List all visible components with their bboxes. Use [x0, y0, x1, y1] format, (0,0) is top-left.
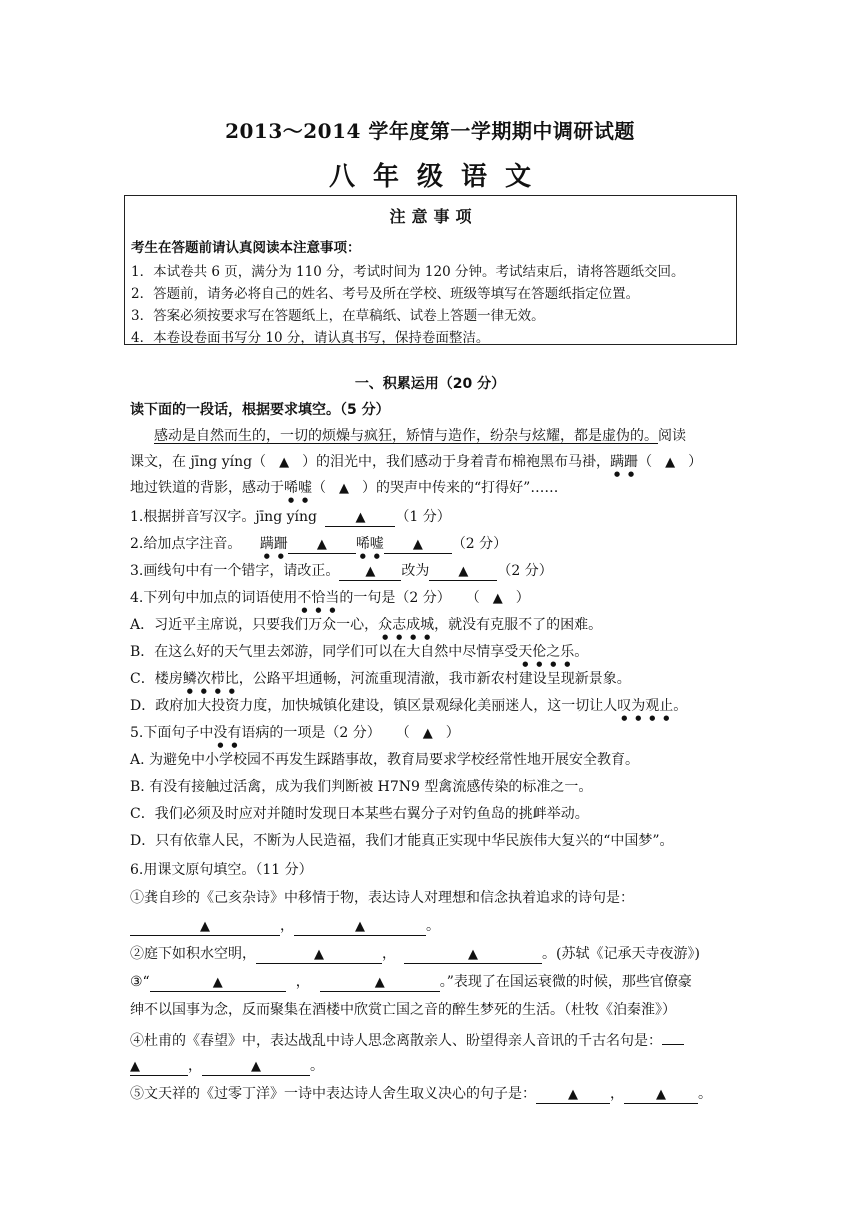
- question-text: 。(苏轼《记承天寺夜游》): [542, 946, 700, 962]
- question-text: 2.给加点字注音。: [130, 536, 242, 552]
- question-score: （2 分）: [451, 536, 508, 552]
- option-text: ，就没有克服不了的困难。: [434, 617, 603, 633]
- dotted-word: 蹒跚: [610, 454, 639, 470]
- answer-blank[interactable]: [662, 1027, 684, 1045]
- question-text: ④杜甫的《春望》中，表达战乱中诗人思念离散亲人、盼望得亲人音讯的千古名句是：: [130, 1033, 662, 1049]
- punctuation: ，: [295, 974, 310, 990]
- passage-text: ）的泪光中，我们感动于身着青布棉袍黑布马褂，: [302, 454, 611, 470]
- question-text: 1.根据拼音写汉字。jīng yíng: [130, 509, 317, 525]
- answer-blank[interactable]: ▲: [130, 918, 280, 936]
- punctuation: 。: [698, 1086, 712, 1102]
- answer-blank[interactable]: ▲: [325, 509, 395, 527]
- question-score: （1 分）: [395, 509, 451, 525]
- passage-text: 地过铁道的背影，感动于: [130, 480, 284, 496]
- punctuation: ，: [188, 1058, 202, 1074]
- answer-blank[interactable]: ▲: [404, 946, 542, 964]
- question-text: 语病的一项是（2 分）: [241, 725, 381, 741]
- option-c: C．我们必须及时应对并随时发现日本某些右翼分子对钓鱼岛的挑衅举动。: [130, 806, 589, 822]
- answer-blank[interactable]: ▲: [294, 918, 426, 936]
- q6-item-4: [130, 1027, 684, 1050]
- punctuation: ，: [610, 1086, 624, 1102]
- dotted-word: 唏嘘: [284, 480, 312, 496]
- dotted-word: 不恰当: [297, 590, 340, 606]
- answer-blank[interactable]: ▲: [624, 1086, 698, 1104]
- notice-title-char: 项: [455, 207, 472, 226]
- notice-title-char: 注: [389, 207, 406, 226]
- exam-subtitle: [0, 156, 860, 193]
- q6-item-1-blanks: [130, 915, 440, 936]
- question-4: [130, 587, 530, 614]
- notice-item: 1．本试卷共 6 页，满分为 110 分，考试时间为 120 分钟。考试结束后，请将答题纸交回。: [131, 264, 685, 280]
- answer-mark: ▲: [492, 591, 503, 606]
- dotted-word: 唏嘘: [355, 536, 384, 552]
- question-2: [130, 533, 507, 560]
- subtitle-char: 八: [328, 162, 355, 192]
- paren: （: [402, 725, 410, 741]
- question-text: ⑤文天祥的《过零丁洋》一诗中表达诗人舍生取义决心的句子是：: [130, 1086, 536, 1102]
- answer-blank[interactable]: ▲: [256, 946, 382, 964]
- punctuation: ，: [382, 946, 396, 962]
- section-intro: 读下面的一段话，根据要求填空。（5 分）: [130, 402, 390, 418]
- subtitle-char: 级: [416, 162, 443, 192]
- notice-item: 4．本卷设卷面书写分 10 分，请认真书写，保持卷面整洁。: [131, 330, 490, 346]
- answer-blank[interactable]: ▲: [288, 536, 356, 554]
- question-text: 。”表现了在国运衰微的时候，那些官僚豪: [439, 974, 692, 990]
- passage-line-1: [154, 425, 686, 445]
- option-a: A. 为避免中小学校园不再发生踩踏事故，教育局要求学校经常性地开展安全教育。: [130, 752, 640, 768]
- question-3: [130, 560, 553, 581]
- punctuation: 。: [310, 1058, 324, 1074]
- punctuation: 。: [426, 918, 440, 934]
- passage-text: （: [638, 454, 653, 470]
- option-d: [130, 695, 687, 722]
- paren: （: [472, 590, 480, 606]
- answer-blank[interactable]: ▲: [536, 1086, 610, 1104]
- q6-item-1: ①龚自珍的《己亥杂诗》中移情于物，表达诗人对理想和信念执着追求的诗句是：: [130, 890, 634, 906]
- notice-lead: 考生在答题前请认真阅读本注意事项：: [131, 240, 361, 256]
- punctuation: ，: [280, 918, 294, 934]
- q6-item-4-blanks: [130, 1055, 324, 1076]
- answer-mark: ▲: [422, 726, 433, 741]
- section-heading: 一、积累运用（20 分）: [354, 376, 506, 392]
- question-text: ③“: [130, 974, 150, 990]
- q6-item-5: [130, 1083, 712, 1104]
- passage-line-2: [130, 451, 702, 478]
- notice-item: 3．答案必须按要求写在答题纸上，在草稿纸、试卷上答题一律无效。: [131, 308, 545, 324]
- subtitle-char: 语: [461, 162, 488, 192]
- answer-blank[interactable]: ▲: [130, 1058, 188, 1076]
- option-text: D．政府加大投资力度，加快城镇化建设，镇区景观绿化美丽迷人，这一切让人: [130, 698, 618, 714]
- notice-box: [124, 195, 737, 345]
- answer-blank[interactable]: ▲: [202, 1058, 310, 1076]
- notice-title-char: 意: [411, 207, 428, 226]
- option-b: [130, 641, 588, 668]
- option-text: B．在这么好的天气里去郊游，同学们可以在大自然中尽情享受: [130, 644, 519, 660]
- passage-text: ）: [688, 454, 703, 470]
- question-text: 3.画线句中有一个错字，请改正。: [130, 563, 340, 579]
- underlined-sentence: 感动是自然而生的，一切的烦燥与疯狂，矫情与造作，纷杂与炫耀，都是虚伪的。: [154, 428, 658, 444]
- passage-text: （: [312, 480, 326, 496]
- dotted-word: 蹒跚: [259, 536, 288, 552]
- option-text: 。: [574, 644, 589, 660]
- paren: ）: [445, 725, 460, 741]
- option-a: [130, 614, 602, 641]
- q6-item-3-cont: 绅不以国事为念，反而聚集在酒楼中欣赏亡国之音的醉生梦死的生活。（杜牧《泊秦淮》）: [130, 1002, 676, 1018]
- question-text: 5.下面句子中: [130, 725, 214, 741]
- answer-mark: ▲: [339, 481, 349, 496]
- option-text: ，公路平坦通畅，河流重现清澈，我市新农村建设呈现新景象。: [238, 671, 631, 687]
- dotted-word: 鳞次栉比: [182, 671, 239, 687]
- option-c: [130, 668, 631, 695]
- question-5: [130, 722, 460, 749]
- question-score: （2 分）: [497, 563, 553, 579]
- answer-mark: ▲: [279, 455, 290, 470]
- question-text: ②庭下如积水空明，: [130, 946, 256, 962]
- dotted-word: 天伦之乐: [518, 644, 575, 660]
- answer-mark: ▲: [665, 455, 676, 470]
- question-text: 的一句是（2 分）: [339, 590, 451, 606]
- q6-item-2: [130, 943, 700, 964]
- option-text: 。: [673, 698, 688, 714]
- notice-item: 2．答题前，请务必将自己的姓名、考号及所在学校、班级等填写在答题纸指定位置。: [131, 286, 640, 302]
- answer-blank[interactable]: ▲: [339, 563, 401, 581]
- answer-blank[interactable]: ▲: [150, 974, 286, 992]
- passage-text: 阅读: [658, 428, 686, 444]
- answer-blank[interactable]: ▲: [320, 974, 440, 992]
- subtitle-char: 文: [505, 162, 532, 192]
- dotted-word: 没有: [213, 725, 242, 741]
- option-text: A．习近平主席说，只要我们万众一心，: [130, 617, 379, 633]
- option-text: C．楼房: [130, 671, 183, 687]
- answer-blank[interactable]: ▲: [384, 536, 452, 554]
- notice-title-char: 事: [433, 207, 450, 226]
- option-b: B. 有没有接触过活禽，成为我们判断被 H7N9 型禽流感传染的标准之一。: [130, 779, 593, 795]
- option-d: D．只有依靠人民，不断为人民造福，我们才能真正实现中华民族伟大复兴的“中国梦”。: [130, 833, 674, 849]
- answer-blank[interactable]: ▲: [429, 563, 497, 581]
- subtitle-char: 年: [372, 162, 399, 192]
- question-6: 6.用课文原句填空。（11 分）: [130, 862, 313, 878]
- passage-line-3: [130, 477, 558, 504]
- exam-title: 2013～2014 学年度第一学期期中调研试题: [225, 119, 635, 143]
- dotted-word: 众志成城: [378, 617, 435, 633]
- q6-item-3: [130, 971, 692, 992]
- paren: ）: [515, 590, 530, 606]
- notice-title: [125, 204, 736, 227]
- question-text: 4.下列句中加点的词语使用: [130, 590, 298, 606]
- question-1: [130, 506, 451, 527]
- passage-text: ）的哭声中传来的“打得好”……: [362, 480, 559, 496]
- dotted-word: 叹为观止: [617, 698, 674, 714]
- passage-text: 课文，在 jīng yíng（: [130, 454, 267, 470]
- question-text: 改为: [401, 563, 430, 579]
